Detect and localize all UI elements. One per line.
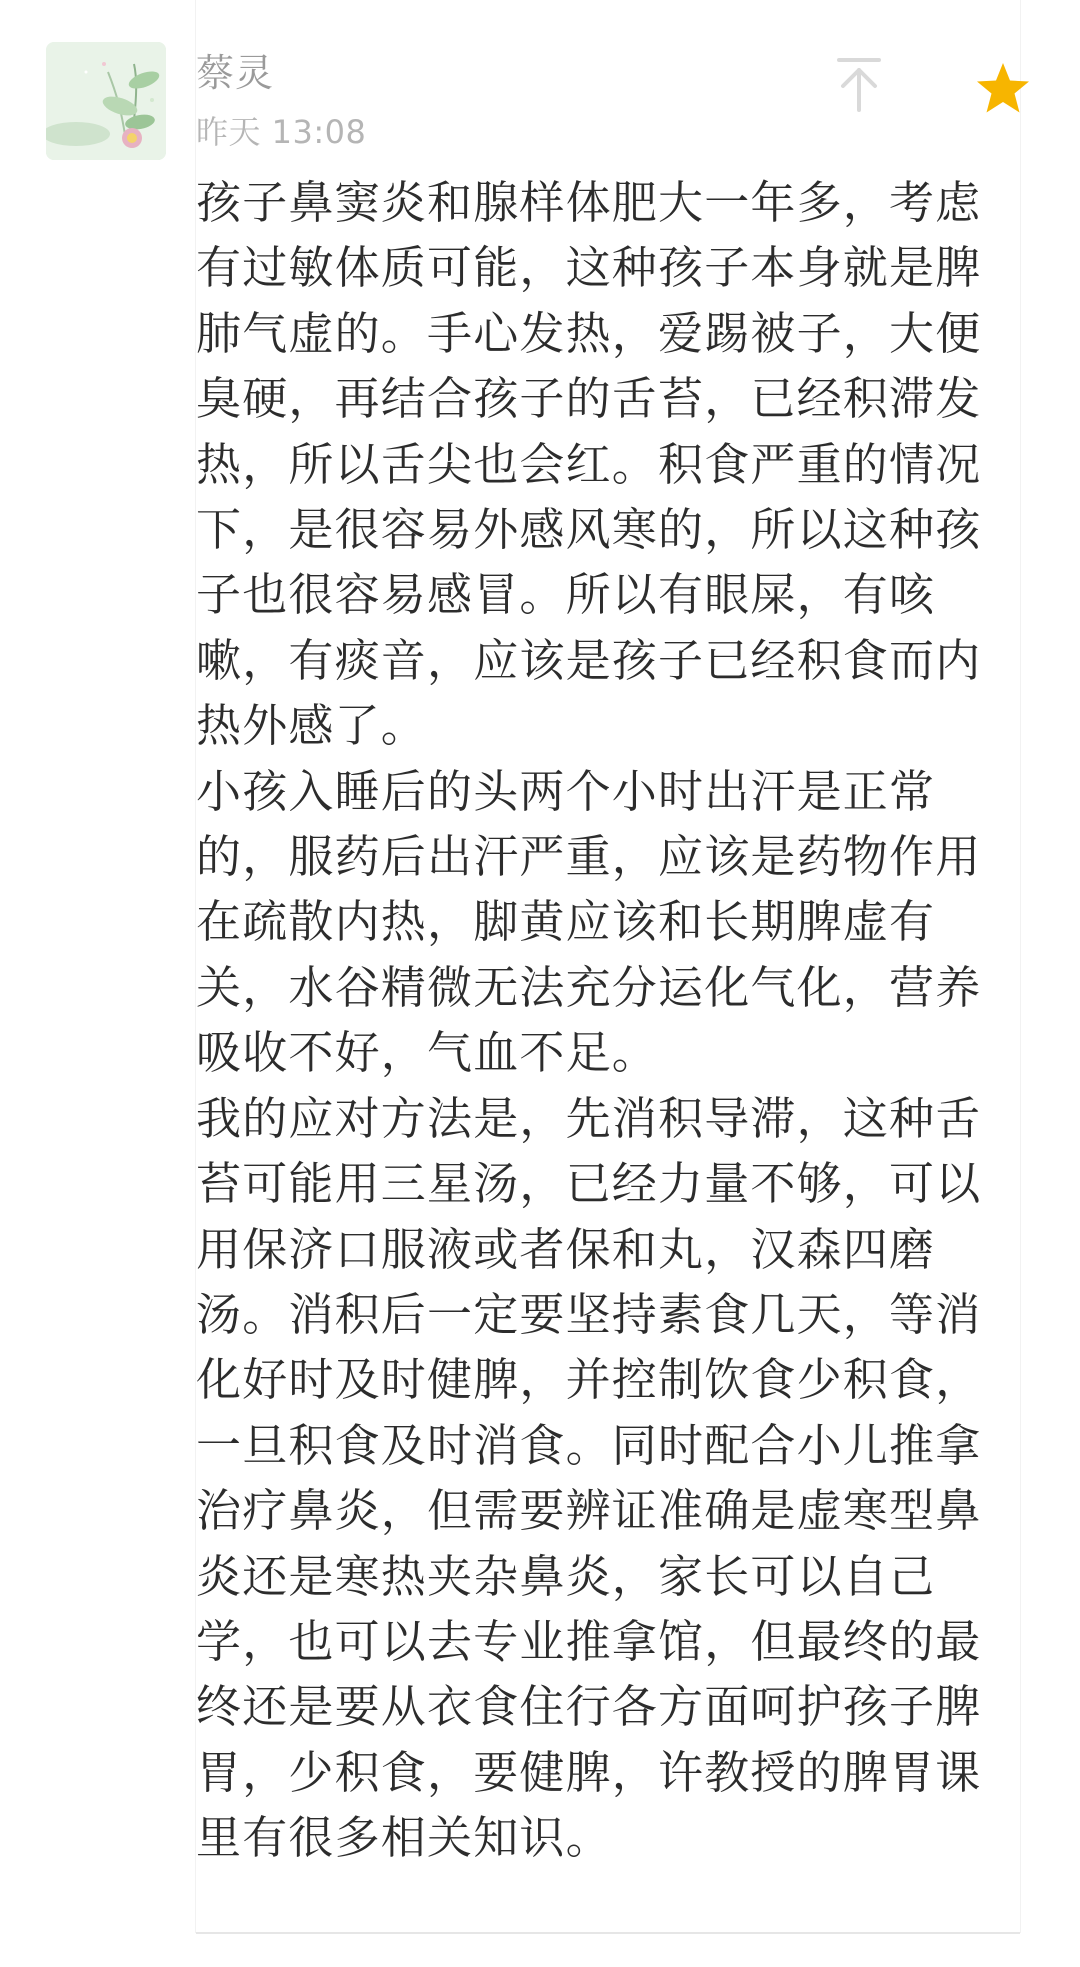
comment-paragraph: 孩子鼻窦炎和腺样体肥大一年多，考虑有过敏体质可能，这种孩子本身就是脾肺气虚的。手心发热，爱踢被子，大便臭硬，再结合孩子的舌苔，已经积滞发热，所以舌尖也会红。积食严重的情况下，是很容易外感风寒的，所以这种孩子也很容易感冒。所以有眼屎，有咳嗽，有痰音，应该是孩子已经积食而内热外感了。 (196, 176, 982, 753)
comment-paragraph: 我的应对方法是，先消积导滞，这种舌苔可能用三星汤，已经力量不够，可以用保济口服液或者保和丸，汉森四磨汤。消积后一定要坚持素食几天，等消化好时及时健脾，并控制饮食少积食，一旦积食及时消食。同时配合小儿推拿治疗鼻炎，但需要辨证准确是虚寒型鼻炎还是寒热夹杂鼻炎，家长可以自己学，也可以去专业推拿馆，但最终的最终还是要从衣食住行各方面呵护孩子脾胃，少积食，要健脾，许教授的脾胃课里有很多相关知识。 (196, 1091, 982, 1865)
star-icon[interactable] (976, 62, 1030, 114)
comment-paragraph: 小孩入睡后的头两个小时出汗是正常的，服药后出汗严重，应该是药物作用在疏散内热，脚黄应该和长期脾虚有关，水谷精微无法充分运化气化，营养吸收不好，气血不足。 (196, 764, 982, 1080)
comment-body (196, 170, 1020, 1871)
left-gutter (0, 0, 196, 1967)
avatar[interactable] (46, 42, 166, 160)
lotus-avatar-image (46, 42, 166, 160)
pin-to-top-icon[interactable] (836, 56, 882, 112)
divider (196, 1932, 1020, 1934)
commenter-name[interactable]: 蔡灵 (196, 51, 275, 95)
comment-timestamp: 昨天 13:08 (196, 113, 367, 151)
